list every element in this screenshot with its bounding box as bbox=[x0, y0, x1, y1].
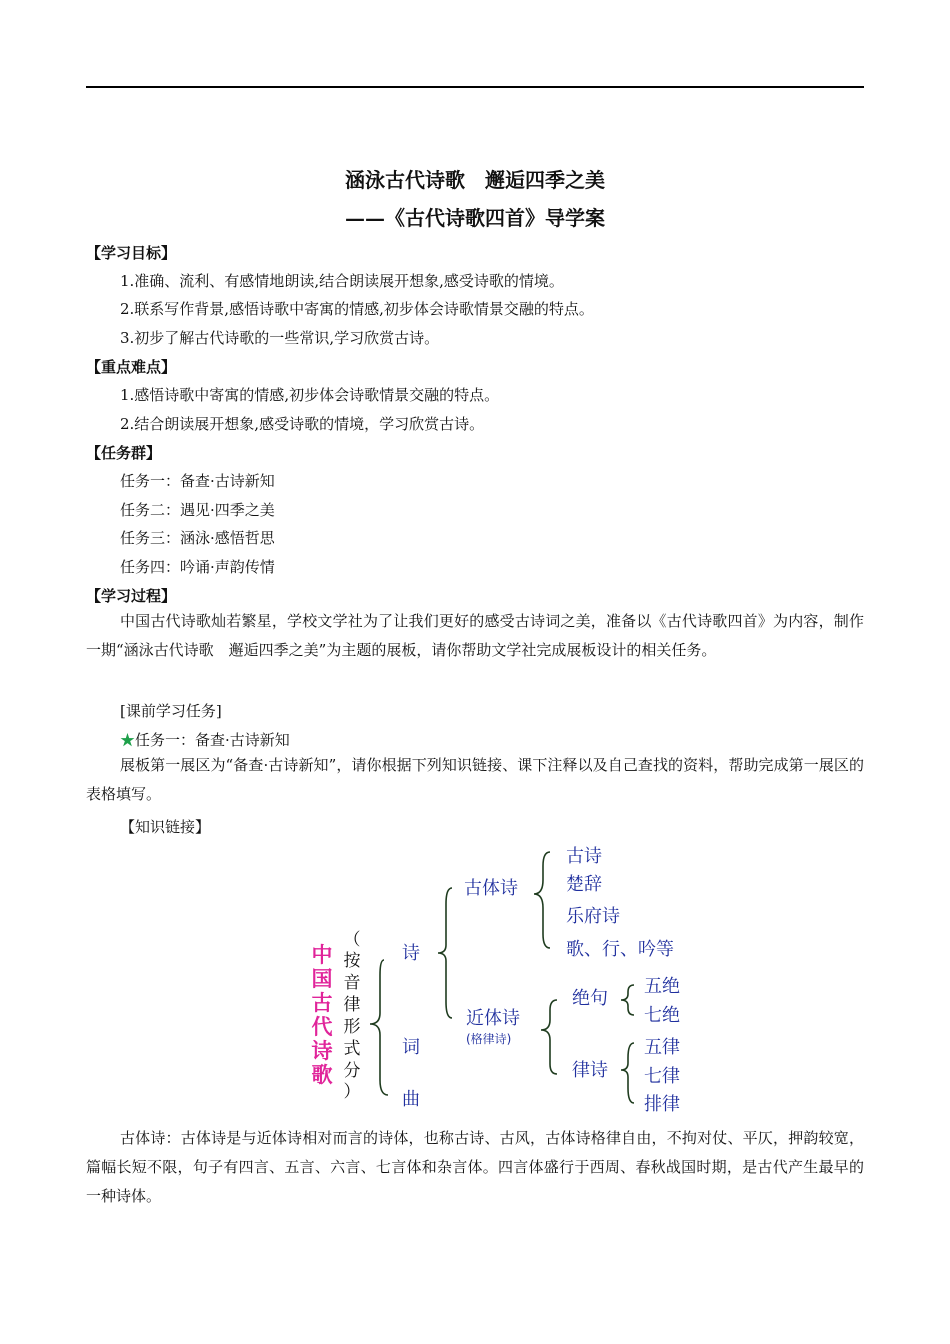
diagram-lvshi-item: 七律 bbox=[644, 1066, 680, 1087]
page-subtitle: ——《古代诗歌四首》导学案 bbox=[345, 206, 605, 230]
diagram-guti-item: 古诗 bbox=[566, 846, 602, 867]
diagram-note-char: ） bbox=[343, 1082, 361, 1102]
task-item: 任务四：吟诵·声韵传情 bbox=[120, 558, 275, 576]
diagram-jinti: 近体诗 bbox=[466, 1008, 520, 1029]
diagram-guti-item: 歌、行、吟等 bbox=[566, 939, 674, 960]
diagram-guti-item: 乐府诗 bbox=[566, 906, 620, 927]
diagram-shi: 诗 bbox=[402, 943, 420, 964]
diagram-qu: 曲 bbox=[402, 1089, 420, 1110]
diagram-ci: 词 bbox=[402, 1037, 420, 1058]
diagram-note-char: 分 bbox=[343, 1061, 361, 1081]
diagram-note-char: 式 bbox=[343, 1039, 361, 1059]
keypoint-item: 1.感悟诗歌中寄寓的情感,初步体会诗歌情景交融的特点。 bbox=[120, 386, 500, 404]
diagram-guti: 古体诗 bbox=[464, 878, 518, 899]
diagram-root-char: 歌 bbox=[311, 1063, 333, 1087]
diagram-note-char: 律 bbox=[343, 995, 361, 1015]
diagram-jueju: 绝句 bbox=[572, 988, 608, 1009]
diagram-note-char: （ bbox=[343, 930, 361, 950]
diagram-lvshi: 律诗 bbox=[572, 1060, 608, 1081]
tasks-header: 【任务群】 bbox=[86, 444, 162, 462]
objectives-header: 【学习目标】 bbox=[86, 244, 177, 262]
star-icon: ★ bbox=[120, 731, 136, 749]
diagram-note-char: 形 bbox=[343, 1017, 361, 1037]
diagram-root-char: 代 bbox=[311, 1015, 333, 1039]
diagram-jinti-note: (格律诗) bbox=[466, 1032, 512, 1046]
objective-item: 3.初步了解古代诗歌的一些常识,学习欣赏古诗。 bbox=[120, 329, 440, 347]
process-header: 【学习过程】 bbox=[86, 587, 177, 605]
diagram-root-char: 中 bbox=[311, 943, 333, 967]
diagram-guti-item: 楚辞 bbox=[566, 874, 602, 895]
guti-description: 古体诗：古体诗是与近体诗相对而言的诗体，也称古诗、古风，古体诗格律自由，不拘对仗、平仄，押韵较宽，篇幅长短不限，句子有四言、五言、六言、七言体和杂言体。四言体盛行于西周、春秋战国时期，是古代产生最早的一种诗体。 bbox=[86, 1129, 864, 1205]
diagram-note-char: 音 bbox=[343, 973, 361, 993]
diagram-root-char: 诗 bbox=[311, 1039, 333, 1063]
objective-item: 2.联系写作背景,感悟诗歌中寄寓的情感,初步体会诗歌情景交融的特点。 bbox=[120, 300, 594, 318]
diagram-jueju-item: 五绝 bbox=[644, 976, 680, 997]
diagram-lvshi-item: 五律 bbox=[644, 1037, 680, 1058]
task1-description: 展板第一展区为“备查·古诗新知”，请你根据下列知识链接、课下注释以及自己查找的资料，帮助完成第一展区的表格填写。 bbox=[86, 756, 864, 803]
process-intro: 中国古代诗歌灿若繁星，学校文学社为了让我们更好的感受古诗词之美，准备以《古代诗歌四首》为内容，制作一期“涵泳古代诗歌 邂逅四季之美”为主题的展板，请你帮助文学社完成展板设计的相关任务。 bbox=[86, 612, 864, 659]
keypoints-header: 【重点难点】 bbox=[86, 358, 177, 376]
diagram-root-char: 古 bbox=[311, 991, 333, 1015]
diagram-lvshi-item: 排律 bbox=[644, 1094, 680, 1115]
objective-item: 1.准确、流利、有感情地朗读,结合朗读展开想象,感受诗歌的情境。 bbox=[120, 272, 564, 290]
knowledge-label: 【知识链接】 bbox=[120, 818, 211, 836]
diagram-note-char: 按 bbox=[343, 951, 361, 971]
task-item: 任务一：备查·古诗新知 bbox=[120, 472, 275, 490]
task-item: 任务三：涵泳·感悟哲思 bbox=[120, 529, 275, 547]
task-item: 任务二：遇见·四季之美 bbox=[120, 501, 275, 519]
page-title: 涵泳古代诗歌 邂逅四季之美 bbox=[345, 168, 605, 192]
keypoint-item: 2.结合朗读展开想象,感受诗歌的情境，学习欣赏古诗。 bbox=[120, 415, 485, 433]
task1-label: 任务一：备查·古诗新知 bbox=[135, 731, 290, 749]
pre-task-label: [课前学习任务] bbox=[120, 702, 222, 720]
diagram-root-char: 国 bbox=[311, 967, 333, 991]
diagram-jueju-item: 七绝 bbox=[644, 1005, 680, 1026]
